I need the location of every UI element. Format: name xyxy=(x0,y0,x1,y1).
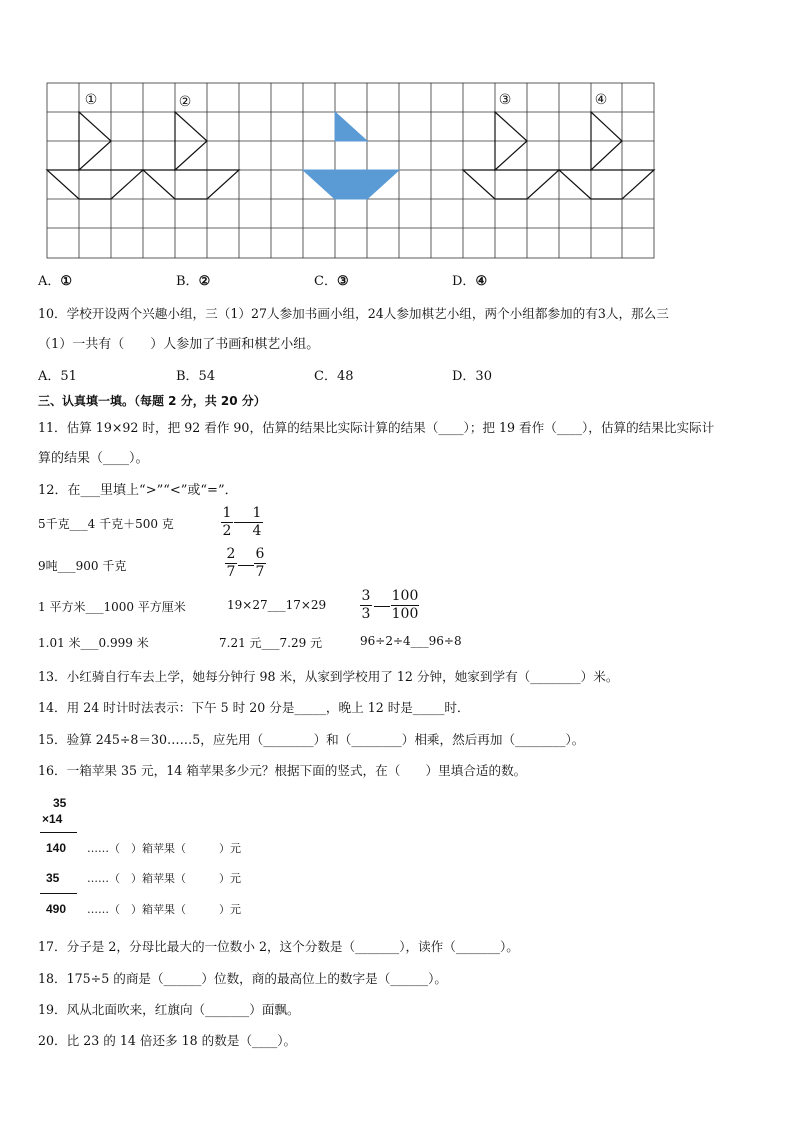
q11-line1: 11．估算 19×92 时，把 92 看作 90，估算的结果比实际计算的结果（____）；把 19 看作（____），估算的结果比实际计 xyxy=(38,420,715,435)
q12-item-ton: 9吨___900 千克 xyxy=(38,559,127,573)
q12-item-yuan: 7.21 元___7.29 元 xyxy=(219,636,323,650)
q12-item-division: 96÷2÷4___96÷8 xyxy=(360,634,462,648)
q16-text: 16．一箱苹果 35 元，14 箱苹果多少元？根据下面的竖式，在（ ）里填合适的数。 xyxy=(38,763,527,778)
q9-option-c[interactable]: C．③ xyxy=(314,274,349,289)
vertical-note-3[interactable]: ……（ ）箱苹果（ ）元 xyxy=(87,903,241,916)
q10-option-a[interactable]: A．51 xyxy=(38,369,77,384)
q15-text: 15．验算 245÷8＝30……5，应先用（________）和（________）相乘，然后再加（________）。 xyxy=(38,732,585,747)
boat-3 xyxy=(463,112,559,199)
boat-1-hull xyxy=(47,170,143,199)
original-boat xyxy=(303,112,399,199)
q9-option-a[interactable]: A．① xyxy=(38,274,73,289)
section-3-title: 三、认真填一填。（每题 2 分，共 20 分） xyxy=(38,394,266,408)
original-boat-hull xyxy=(303,170,399,199)
q14-text: 14．用 24 时计时法表示：下午 5 时 20 分是_____，晚上 12 时是_____时． xyxy=(38,700,470,715)
q10-line2: （1）一共有（ ）人参加了书画和棋艺小组。 xyxy=(38,337,320,352)
fraction-numerator: 1 xyxy=(222,505,232,521)
q9-option-b[interactable]: B．② xyxy=(176,274,211,289)
fraction-numerator: 100 xyxy=(391,588,419,604)
boat-4-hull xyxy=(559,170,654,199)
fraction-numerator: 1 xyxy=(252,505,262,521)
vertical-rule-2 xyxy=(40,893,77,894)
vertical-partial-2: 35 xyxy=(46,871,60,885)
q10-line1: 10．学校开设两个兴趣小组，三（1）27人参加书画小组，24人参加棋艺小组，两个小组都参加的有3人，那么三 xyxy=(38,306,669,321)
figure-label-2: ② xyxy=(178,94,192,110)
q10-option-b[interactable]: B．54 xyxy=(176,369,216,384)
q13-text: 13．小红骑自行车去上学，她每分钟行 98 米，从家到学校用了 12 分钟，她家到学有（________）米。 xyxy=(38,669,619,684)
vertical-bottom-factor: ×14 xyxy=(42,812,63,826)
fraction-denominator: 7 xyxy=(226,564,236,580)
q9-option-d[interactable]: D．④ xyxy=(452,274,488,289)
boat-2-hull xyxy=(143,170,239,199)
vertical-top-factor: 35 xyxy=(53,796,67,810)
vertical-partial-1: 140 xyxy=(46,841,67,855)
boat-4 xyxy=(559,112,654,199)
vertical-note-2[interactable]: ……（ ）箱苹果（ ）元 xyxy=(87,872,241,885)
q12-item-product: 19×27___17×29 xyxy=(227,598,327,612)
q12-item-mass: 5千克___4 千克＋500 克 xyxy=(38,517,174,531)
q20-text: 20．比 23 的 14 倍还多 18 的数是（____）。 xyxy=(38,1033,297,1048)
boat-grid-figure xyxy=(0,0,794,270)
fraction-numerator: 6 xyxy=(255,546,265,562)
fraction-denominator: 4 xyxy=(252,523,262,539)
fraction-denominator: 7 xyxy=(255,564,265,580)
q10-option-d[interactable]: D．30 xyxy=(452,369,492,384)
q12-item-meter: 1.01 米___0.999 米 xyxy=(38,636,149,650)
q19-text: 19．风从北面吹来，红旗向（_______）面飘。 xyxy=(38,1002,300,1017)
vertical-note-1[interactable]: ……（ ）箱苹果（ ）元 xyxy=(87,842,241,855)
fraction-numerator: 2 xyxy=(226,546,236,562)
q12-item-area: 1 平方米___1000 平方厘米 xyxy=(38,600,186,614)
q17-text: 17．分子是 2，分母比最大的一位数小 2，这个分数是（_______），读作（_______）。 xyxy=(38,939,519,954)
boat-1 xyxy=(47,112,143,199)
original-boat-sail xyxy=(335,112,367,141)
q12-title: 12．在___里填上“>”“<”或“=”． xyxy=(38,483,238,498)
boat-2 xyxy=(143,112,239,199)
figure-label-4: ④ xyxy=(594,92,608,108)
figure-label-3: ③ xyxy=(498,92,512,108)
fraction-denominator: 2 xyxy=(222,523,232,539)
q18-text: 18．175÷5 的商是（______）位数，商的最高位上的数字是（______）。 xyxy=(38,971,447,986)
fraction-denominator: 100 xyxy=(391,606,419,622)
q10-option-c[interactable]: C．48 xyxy=(314,369,354,384)
boat-3-hull xyxy=(463,170,559,199)
vertical-total: 490 xyxy=(46,902,67,916)
vertical-rule-1 xyxy=(40,832,77,833)
fraction-numerator: 3 xyxy=(361,588,371,604)
figure-label-1: ① xyxy=(84,92,98,108)
fraction-denominator: 3 xyxy=(361,606,371,622)
q11-line2: 算的结果（____）。 xyxy=(38,451,149,466)
